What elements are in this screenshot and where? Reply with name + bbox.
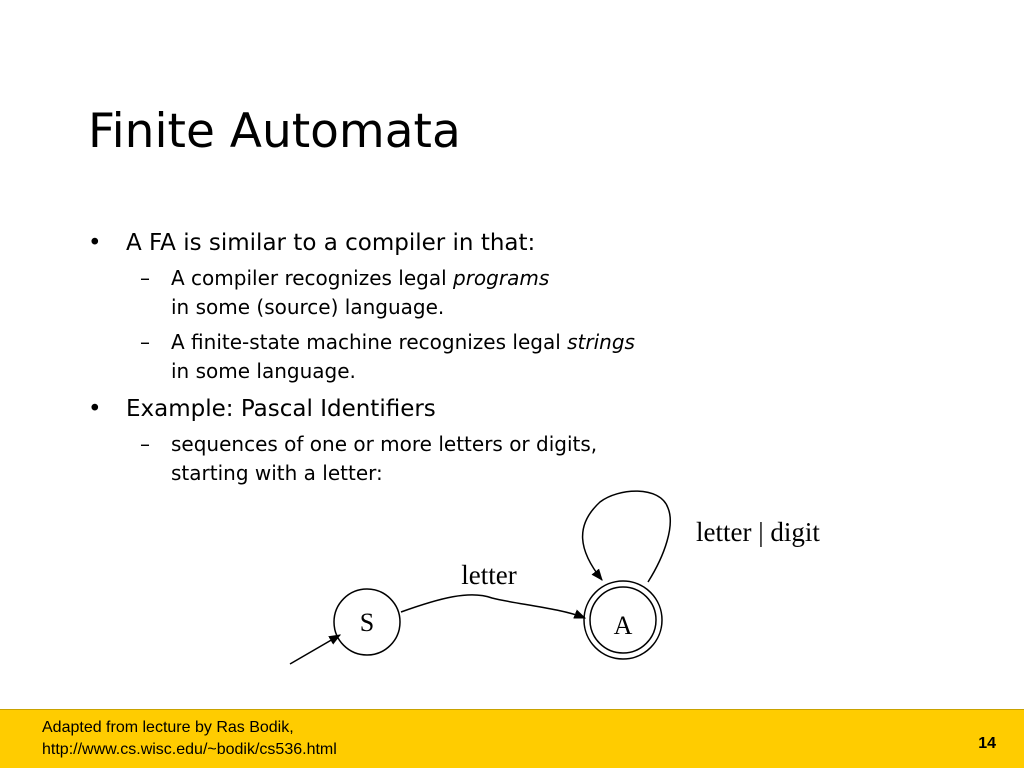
- sub-bullet-text: A finite-state machine recognizes legal: [171, 330, 568, 354]
- self-loop-edge: [583, 491, 671, 582]
- transition-letter-edge: [401, 595, 585, 618]
- footer-bar: [0, 709, 1024, 768]
- sub-bullet-emphasis: strings: [567, 330, 635, 354]
- page-number: 14: [978, 735, 996, 752]
- footer-credit: [42, 717, 337, 761]
- dash-marker: –: [140, 330, 150, 354]
- sub-bullet-item: [88, 264, 848, 322]
- dash-marker: –: [140, 432, 150, 456]
- bullet-item: [88, 226, 848, 260]
- edge-label-letter: letter: [461, 560, 517, 590]
- credit-url: http://www.cs.wisc.edu/~bodik/cs536.html: [42, 741, 337, 758]
- bullet-marker: •: [88, 396, 102, 422]
- sub-bullet-continuation: starting with a letter:: [171, 461, 383, 485]
- dash-marker: –: [140, 266, 150, 290]
- bullet-marker: •: [88, 230, 102, 256]
- edge-label-self-loop: letter | digit: [696, 517, 820, 547]
- bullet-text: A FA is similar to a compiler in that:: [126, 230, 536, 256]
- state-s-label: S: [359, 608, 375, 637]
- sub-bullet-continuation: in some language.: [171, 359, 356, 383]
- bullet-text: Example: Pascal Identifiers: [126, 396, 436, 422]
- sub-bullet-continuation: in some (source) language.: [171, 295, 445, 319]
- sub-bullet-emphasis: programs: [453, 266, 550, 290]
- bullet-item: [88, 392, 848, 426]
- bullet-list: [88, 226, 848, 494]
- credit-line-1: Adapted from lecture by Ras Bodik,: [42, 719, 294, 736]
- state-a-label: A: [613, 611, 633, 640]
- sub-bullet-text: A compiler recognizes legal: [171, 266, 454, 290]
- sub-bullet-item: [88, 328, 848, 386]
- finite-automaton-diagram: [270, 480, 870, 680]
- slide-title: Finite Automata: [88, 104, 461, 159]
- sub-bullet-text: sequences of one or more letters or digits,: [171, 432, 598, 456]
- start-arrow: [290, 635, 340, 664]
